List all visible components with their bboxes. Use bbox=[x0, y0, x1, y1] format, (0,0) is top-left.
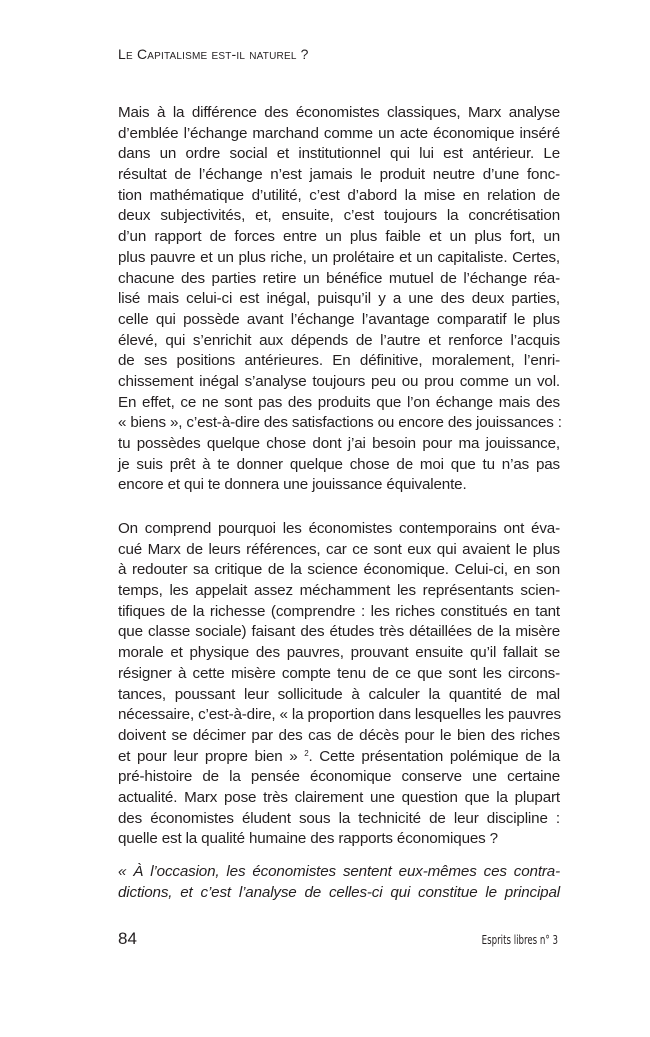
text-line: lisé mais celui-ci est inégal, puisqu’il y a une des deux parties, bbox=[118, 290, 560, 308]
text-line: tion mathématique d’utilité, c’est d’abord la mise en relation de bbox=[118, 186, 560, 204]
text-line: résultat de l’échange n’est jamais le produit neutre d’une fonc- bbox=[118, 166, 560, 184]
paragraph-3-quote bbox=[118, 862, 560, 903]
text-line: dans un ordre social et institutionnel qui lui est antérieur. Le bbox=[118, 145, 560, 163]
text-line: quelle est la qualité humaine des rapports économiques ? bbox=[118, 830, 498, 848]
text-line: des économistes éludent sous la technicité de leur discipline : bbox=[118, 809, 560, 827]
paragraph-2 bbox=[118, 519, 560, 850]
text-line: chissement inégal s’analyse toujours peu ou prou comme un vol. bbox=[118, 372, 560, 390]
text-line: tances, poussant leur sollicitude à calculer la quantité de mal bbox=[118, 685, 560, 703]
text-line: d’un rapport de forces entre un plus faible et un plus fort, un bbox=[118, 228, 560, 246]
text-line: « À l’occasion, les économistes sentent eux-mêmes ces contra- bbox=[118, 863, 560, 880]
text-line: nécessaire, c’est-à-dire, « la proportion dans lesquelles les pauvres bbox=[118, 706, 561, 724]
text-line: tu possèdes quelque chose dont j’ai besoin pour ma jouissance, bbox=[118, 435, 560, 452]
running-header: Le Capitalisme est-il naturel ? bbox=[118, 46, 309, 62]
footnote-ref[interactable]: 2 bbox=[304, 748, 309, 758]
text-line: temps, les appelait assez méchamment les représentants scien- bbox=[118, 582, 560, 600]
paragraph-1 bbox=[118, 103, 560, 496]
text-line: je suis prêt à te donner quelque chose de moi que tu n’as pas bbox=[118, 455, 560, 473]
text-line: chacune des parties retire un bénéfice mutuel de l’échange réa- bbox=[118, 269, 560, 287]
text-line: tifiques de la richesse (comprendre : les riches constitués en tant bbox=[118, 602, 560, 620]
text-line: pré-histoire de la pensée économique conserve une certaine bbox=[118, 768, 560, 786]
text-line: cué Marx de leurs références, car ce sont eux qui avaient le plus bbox=[118, 540, 560, 558]
text-line: doivent se décimer par des cas de décès pour le bien des riches bbox=[118, 726, 560, 744]
text-line: à redouter sa critique de la science économique. Celui-ci, en son bbox=[118, 561, 560, 579]
text-line: En effet, ce ne sont pas des produits que l’on échange mais des bbox=[118, 393, 560, 411]
text-line: deux subjectivités, et, ensuite, c’est toujours la concrétisation bbox=[118, 207, 560, 225]
text-line: encore et qui te donnera une jouissance équivalente. bbox=[118, 476, 467, 494]
text-line: morale et physique des pauvres, prouvant ensuite qu’il fallait se bbox=[118, 644, 560, 662]
text-line: résigner à cette misère compte tenu de ce que sont les circons- bbox=[118, 664, 560, 682]
journal-name: Esprits libres n° 3 bbox=[481, 933, 558, 947]
text-segment: et pour leur propre bien » bbox=[118, 747, 305, 765]
page-number: 84 bbox=[118, 929, 137, 948]
text-line: que classe sociale) faisant des études très détaillées de la misère bbox=[118, 623, 560, 641]
text-line: Mais à la différence des économistes classiques, Marx analyse bbox=[118, 104, 560, 121]
text-line bbox=[118, 747, 560, 768]
text-line: plus pauvre et un plus riche, un prolétaire et un capitaliste. Certes, bbox=[118, 248, 560, 266]
text-line: élevé, qui s’enrichit aux dépends de l’autre et renforce l’acquis bbox=[118, 331, 560, 349]
text-segment: . Cette présentation polémique de la bbox=[308, 747, 560, 765]
text-line: « biens », c’est-à-dire des satisfactions ou encore des jouissances : bbox=[118, 414, 562, 432]
text-line: de ses positions antérieures. En définitive, moralement, l’enri- bbox=[118, 352, 560, 370]
text-line: dictions, et c’est l’analyse de celles-ci qui constitue le principal bbox=[118, 883, 560, 901]
text-line: celle qui possède avant l’échange l’avantage comparatif le plus bbox=[118, 310, 560, 328]
text-line: actualité. Marx pose très clairement une question que la plupart bbox=[118, 788, 560, 806]
text-line: d’emblée l’échange marchand comme un acte économique inséré bbox=[118, 124, 560, 142]
text-line: On comprend pourquoi les économistes contemporains ont éva- bbox=[118, 520, 560, 537]
